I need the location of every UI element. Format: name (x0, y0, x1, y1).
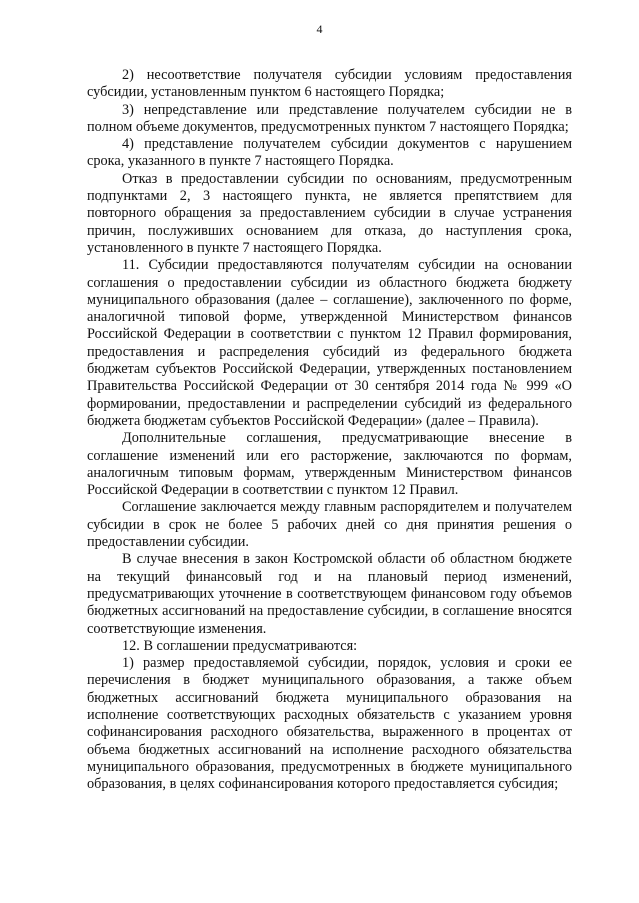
paragraph-clause-12: 12. В соглашении предусматриваются: (122, 637, 358, 654)
paragraph-additional-agreements: Дополнительные соглашения, предусматривающие внесение в соглашение изменений или его расторжение, заключаются по формам, аналогичным типовым формам, утвержденным Министерством финансов Российской Федерации в соответствии с пунктом 12 Правил. (87, 430, 572, 499)
paragraph-clause-11: 11. Субсидии предоставляются получателям субсидии на основании соглашения о предоставлении субсидии из областного бюджета бюджету муниципального образования (далее – соглашение), заключенного по форме, аналогичной типовой форме, утвержденной Министерством финансов Российской Федерации в соответствии с пунктом 12 Правил формирования, предоставления и распределения субсидий из федерального бюджета бюджетам субъектов Российской Федерации, утвержденных постановлением Правительства Российской Федерации от 30 сентября 2014 года № 999 «О формировании, предоставлении и распределении субсидий из федерального бюджета бюджетам субъектов Российской Федерации» (далее – Правила). (87, 257, 572, 429)
paragraph-clause-12-item-1: 1) размер предоставляемой субсидии, порядок, условия и сроки ее перечисления в бюджет муниципального образования, а также объем бюджетных ассигнований бюджета муниципального образования на исполнение соответствующих расходных обязательств с указанием уровня софинансирования расходного обязательства, выраженного в процентах от объема бюджетных ассигнований на исполнение расходного обязательства муниципального образования, предусмотренных в бюджете муниципального образования, в целях софинансирования которого предоставляется субсидия; (87, 655, 572, 793)
paragraph-item-4: 4) представление получателем субсидии документов с нарушением срока, указанного в пункте 7 настоящего Порядка. (87, 136, 572, 170)
page-number: 4 (316, 22, 323, 36)
paragraph-agreement-term: Соглашение заключается между главным распорядителем и получателем субсидии в срок не более 5 рабочих дней со дня принятия решения о предоставлении субсидии. (87, 499, 572, 551)
document-body (87, 67, 572, 793)
paragraph-item-2: 2) несоответствие получателя субсидии условиям предоставления субсидии, установленным пунктом 6 настоящего Порядка; (87, 67, 572, 101)
paragraph-item-3: 3) непредставление или представление получателем субсидии не в полном объеме документов, предусмотренных пунктом 7 настоящего Порядка; (87, 101, 572, 135)
paragraph-refusal-note: Отказ в предоставлении субсидии по основаниям, предусмотренным подпунктами 2, 3 настоящего пункта, не является препятствием для повторного обращения за предоставлением субсидии в случае устранения причин, послуживших основанием для отказа, до наступления срока, установленного в пункте 7 настоящего Порядка. (87, 170, 572, 256)
paragraph-budget-changes: В случае внесения в закон Костромской области об областном бюджете на текущий финансовый год и на плановый период изменений, предусматривающих уточнение в соответствующем финансовом году объемов бюджетных ассигнований на предоставление субсидии, в соглашение вносятся соответствующие изменения. (87, 551, 572, 637)
